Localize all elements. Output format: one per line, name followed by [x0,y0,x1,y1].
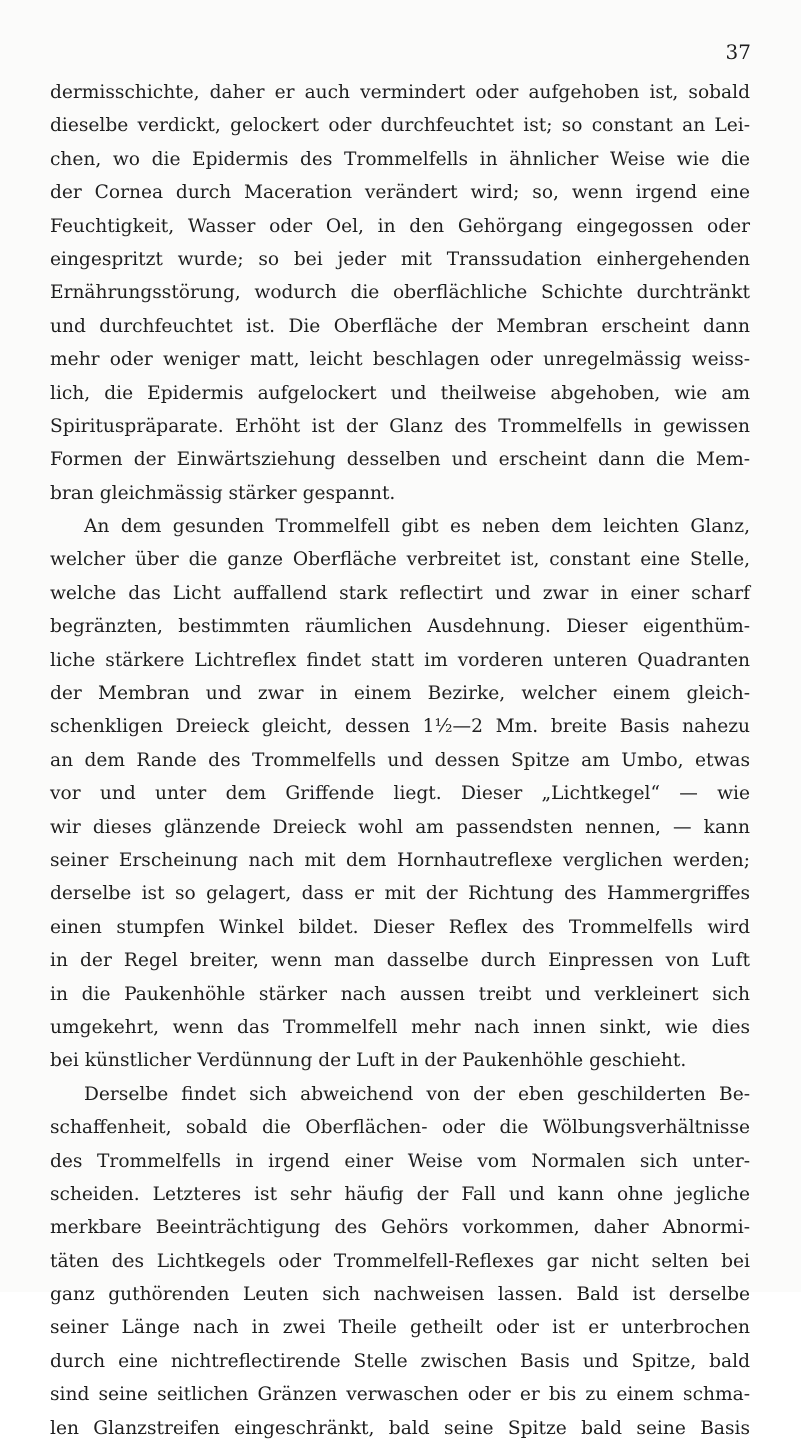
text-line: welcher über die ganze Oberfläche verbreitet ist, constant eine Stelle, [50,549,750,571]
text-line: Spirituspräparate. Erhöht ist der Glanz des Trommelfells in gewissen [50,415,750,437]
text-line: bei künstlicher Verdünnung der Luft in der Paukenhöhle geschieht. [50,1050,687,1072]
body-text [50,76,750,1445]
text-line: liche stärkere Lichtreflex findet statt im vorderen unteren Quadranten [50,649,750,671]
text-line: in die Paukenhöhle stärker nach aussen treibt und verkleinert sich [50,983,750,1005]
text-line: der Membran und zwar in einem Bezirke, welcher einem gleich- [50,683,750,705]
text-line: Formen der Einwärtsziehung desselben und erscheint dann die Mem- [50,449,750,471]
page-number: 37 [725,40,751,64]
text-line: sind seine seitlichen Gränzen verwaschen oder er bis zu einem schma- [50,1384,750,1406]
text-line: Derselbe findet sich abweichend von der eben geschilderten Be- [84,1083,750,1105]
text-line: schenkligen Dreieck gleicht, dessen 1½—2 Mm. breite Basis nahezu [50,716,750,738]
text-line: scheiden. Letzteres ist sehr häufig der Fall und kann ohne jegliche [50,1183,750,1205]
text-line: merkbare Beeinträchtigung des Gehörs vorkommen, daher Abnormi- [50,1217,750,1239]
text-line: der Cornea durch Maceration verändert wird; so, wenn irgend eine [50,182,750,204]
text-line: einen stumpfen Winkel bildet. Dieser Reflex des Trommelfells wird [50,916,750,938]
text-line: in der Regel breiter, wenn man dasselbe durch Einpressen von Luft [50,950,750,972]
text-line: welche das Licht auffallend stark reflectirt und zwar in einer scharf [50,582,750,604]
text-line: An dem gesunden Trommelfell gibt es neben dem leichten Glanz, [84,516,750,538]
text-line: dieselbe verdickt, gelockert oder durchfeuchtet ist; so constant an Lei- [50,115,750,137]
text-line: len Glanzstreifen eingeschränkt, bald seine Spitze bald seine Basis [50,1417,750,1439]
text-line: an dem Rande des Trommelfells und dessen Spitze am Umbo, etwas [50,749,750,771]
text-line: seiner Erscheinung nach mit dem Hornhautreflexe verglichen werden; [50,849,750,871]
text-line: wir dieses glänzende Dreieck wohl am passendsten nennen, — kann [50,816,750,838]
text-line: Ernährungsstörung, wodurch die oberflächliche Schichte durchtränkt [50,282,750,304]
text-line: umgekehrt, wenn das Trommelfell mehr nach innen sinkt, wie dies [50,1016,750,1038]
text-line: derselbe ist so gelagert, dass er mit der Richtung des Hammergriffes [50,883,750,905]
text-line: täten des Lichtkegels oder Trommelfell-Reflexes gar nicht selten bei [50,1250,750,1272]
text-line: des Trommelfells in irgend einer Weise vom Normalen sich unter- [50,1150,750,1172]
text-line: mehr oder weniger matt, leicht beschlagen oder unregelmässig weiss- [50,349,750,371]
text-line: Feuchtigkeit, Wasser oder Oel, in den Gehörgang eingegossen oder [50,215,750,237]
text-line: bran gleichmässig stärker gespannt. [50,482,396,504]
text-line: chen, wo die Epidermis des Trommelfells in ähnlicher Weise wie die [50,148,750,170]
text-line: durch eine nichtreflectirende Stelle zwischen Basis und Spitze, bald [50,1350,750,1372]
text-line: begränzten, bestimmten räumlichen Ausdehnung. Dieser eigenthüm- [50,616,750,638]
text-line: ganz guthörenden Leuten sich nachweisen lassen. Bald ist derselbe [50,1284,750,1306]
text-line: seiner Länge nach in zwei Theile getheilt oder ist er unterbrochen [50,1317,750,1339]
text-line: schaffenheit, sobald die Oberflächen- oder die Wölbungsverhältnisse [50,1117,750,1139]
text-line: lich, die Epidermis aufgelockert und theilweise abgehoben, wie am [50,382,750,404]
text-line: dermisschichte, daher er auch vermindert oder aufgehoben ist, sobald [50,82,750,103]
text-line: vor und unter dem Griffende liegt. Dieser „Lichtkegel“ — wie [50,783,750,805]
text-line: eingespritzt wurde; so bei jeder mit Transsudation einhergehenden [50,248,750,270]
text-line: und durchfeuchtet ist. Die Oberfläche der Membran erscheint dann [50,315,750,337]
